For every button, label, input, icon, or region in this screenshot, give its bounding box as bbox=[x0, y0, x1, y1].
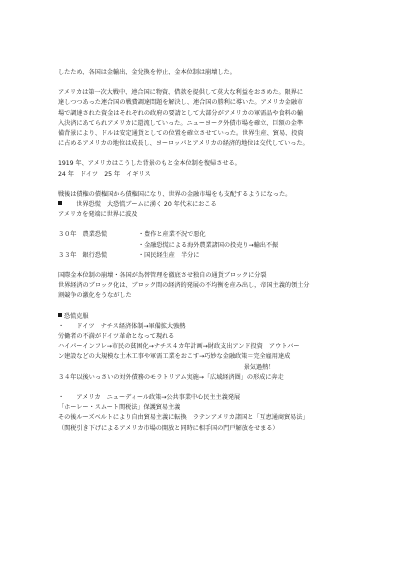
text-line: 「ホーレー・スムート関税法」保護貿易主義 bbox=[58, 404, 181, 412]
text-line: 戦後は債権の債権国から債権国になり、世界の金融市場をも支配するようになった。 bbox=[58, 190, 292, 198]
paragraph-america-ww1 bbox=[58, 88, 370, 149]
text-line: アメリカを発端に世界に波及 bbox=[58, 211, 138, 219]
text-line: 世界経済のブロック化は、ブロック間の経済的発展の不均衡を産み出し，帝国主義的領土分 bbox=[58, 282, 310, 290]
text-line: ３４年以後いっさいの対外債務のモラトリアム実施→「広域経済圏」の形成に奔走 bbox=[58, 373, 284, 381]
text-line: 労働者の不満がドイツ革命となって現れる bbox=[58, 333, 175, 341]
paragraph-bloc-economy bbox=[58, 271, 370, 302]
text-line: ハイパーインフレ→市民の貧困化→ナチス４カ年計画→財政支出アンド投資 アウトバー bbox=[58, 343, 300, 351]
germany-section bbox=[58, 322, 370, 383]
crisis-row bbox=[58, 251, 370, 261]
crisis-desc: ・豊作と産業不況で悪化 bbox=[138, 231, 206, 239]
crisis-row bbox=[58, 241, 370, 251]
crisis-row bbox=[58, 230, 370, 240]
square-bullet-icon bbox=[58, 201, 62, 205]
text-line: 世界恐慌 大恐慌ブームに湧く 20 年代末におこる bbox=[58, 200, 370, 210]
paragraph-world-depression bbox=[58, 190, 370, 221]
text-line: その後ルーズベルトにより自由貿易主義に転換 ラテンアメリカ諸国と「互恵通商貿易法」 bbox=[58, 414, 309, 422]
text-line: 割競争の激化をうながした bbox=[58, 292, 132, 300]
crisis-desc: ・国民経生産 半分に bbox=[138, 251, 200, 259]
text-line: 国際金本位制の崩壊・各国が為替管理を徹底させ独自の通貨ブロックに分裂 bbox=[58, 272, 267, 280]
america-section bbox=[58, 393, 370, 434]
text-line: アメリカは第一次大戦中、連合国に物資、借款を提供して莫大な利益をおさめた。限界に bbox=[58, 89, 304, 97]
text-line: ン建設などの大規模な土木工事や軍需工業をおこす→巧妙な金融政策＝完全雇用達成 bbox=[58, 353, 291, 361]
text-line: （関税引き下げによるアメリカ市場の開放と同時に相手国の門戸解放をせまる） bbox=[58, 424, 279, 432]
paragraph-gold-standard-return bbox=[58, 159, 370, 179]
text-line: 入決済にあてられアメリカに還流していった。ニューヨーク外債市場を確立、巨額の金準 bbox=[58, 119, 304, 127]
text-line: 景気過熱！ bbox=[243, 363, 275, 371]
subsection-head: ・ ドイツ ナチス経済体制→軍備拡大強熱 bbox=[58, 322, 186, 330]
section-title: 恐慌克服 bbox=[58, 312, 370, 322]
crisis-label: ３０年 農業恐慌 bbox=[58, 231, 108, 239]
subsection-head: ・ アメリカ ニューディール政策→公共事業中心民主主義発展 bbox=[58, 394, 241, 402]
crisis-desc: ・金融恐慌による海外農業諸国の投売り→輸出不振 bbox=[138, 241, 279, 249]
square-bullet-icon bbox=[58, 313, 62, 317]
text-line: 備背景により、ドルは安定通貨としての位置を確立させていった。世界生産、貿易、投資 bbox=[58, 130, 304, 138]
crisis-label: ３３年 銀行恐慌 bbox=[58, 251, 108, 259]
crisis-table bbox=[58, 230, 370, 261]
intro-line: したため、各国は金輸出、金兌換を停止、金本位制は崩壊した。 bbox=[58, 69, 236, 76]
text-line: に占めるアメリカの地位は成長し、ヨーロッパとアメリカの経済的地位は交代していった。 bbox=[58, 140, 309, 148]
text-line: 24 年 ドイツ 25 年 イギリス bbox=[58, 170, 151, 178]
text-line: 達しつつあった連合国の戦費調達問題を解決し、連合国の勝利に導いた。アメリカ金融市 bbox=[58, 99, 304, 107]
text-line: 場で調達された資金はそれぞれの政府の要請として大部分がアメリカの軍需品や食料の輸 bbox=[58, 109, 304, 117]
text-line: 1919 年、アメリカはこうした背景のもと金本位制を復帰させる。 bbox=[58, 160, 241, 168]
